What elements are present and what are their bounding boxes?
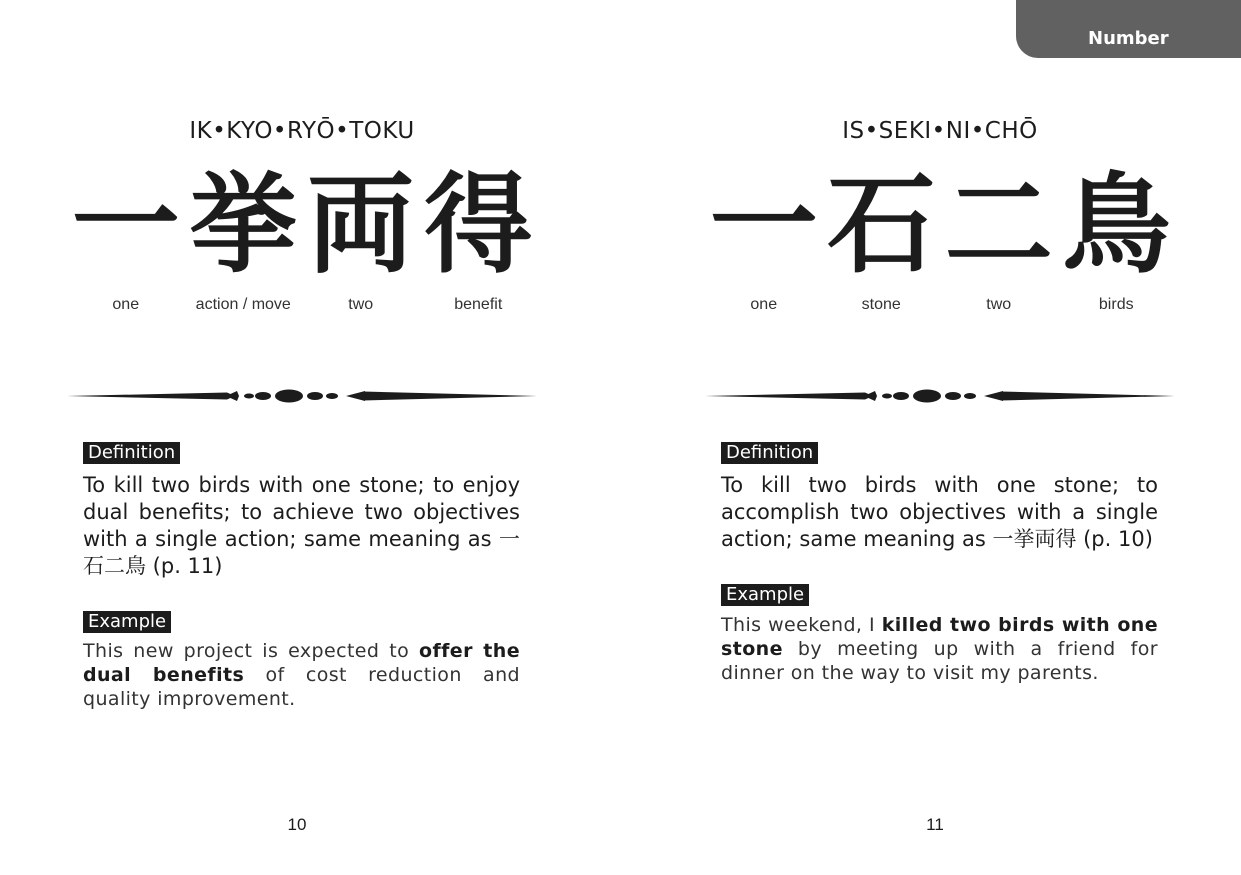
kanji-glosses bbox=[67, 296, 537, 314]
kanji-glosses bbox=[705, 296, 1175, 314]
kanji-char: 挙 bbox=[189, 162, 298, 288]
ornament-divider bbox=[705, 386, 1175, 406]
example-text-part: This new project is expected to bbox=[83, 640, 419, 662]
example-label: Example bbox=[83, 611, 171, 633]
gloss-label: stone bbox=[861, 296, 901, 313]
gloss-label: benefit bbox=[454, 296, 503, 313]
romaji-reading: IK•KYO•RYŌ•TOKU bbox=[189, 118, 415, 144]
example-text-part: of cost reduction and quality improvement. bbox=[83, 664, 520, 710]
gloss-label: action / move bbox=[195, 296, 291, 313]
kanji-char: 一 bbox=[71, 162, 180, 288]
kanji-char: 得 bbox=[424, 162, 533, 288]
example-label: Example bbox=[721, 584, 809, 606]
idiom-kanji bbox=[67, 162, 537, 288]
right-page bbox=[705, 0, 1175, 875]
definition-label: Definition bbox=[83, 442, 180, 464]
definition-text: To kill two birds with one stone; to enjoy dual benefits; to achieve two objectives with a single action; same meaning as 一石二鳥 (p. 11) bbox=[83, 473, 520, 578]
left-page bbox=[67, 0, 537, 875]
definition-label: Definition bbox=[721, 442, 818, 464]
gloss-label: one bbox=[750, 296, 778, 313]
kanji-char: 二 bbox=[944, 162, 1053, 288]
gloss-label: one bbox=[112, 296, 140, 313]
kanji-char: 鳥 bbox=[1062, 162, 1171, 288]
definition-text: To kill two birds with one stone; to accomplish two objectives with a single action; same meaning as 一挙両得 (p. 10) bbox=[721, 473, 1158, 551]
example-text bbox=[83, 639, 520, 711]
ornament-divider bbox=[67, 386, 537, 406]
example-highlight: killed two birds with one stone bbox=[721, 614, 1159, 660]
kanji-char: 一 bbox=[709, 162, 818, 288]
example-text-part: by meeting up with a friend for dinner on the way to visit my parents. bbox=[721, 638, 1158, 684]
example-text bbox=[721, 613, 1158, 685]
romaji-reading: IS•SEKI•NI•CHŌ bbox=[842, 118, 1038, 144]
page-number: 10 bbox=[287, 815, 307, 834]
example-text-part: This weekend, I bbox=[721, 614, 882, 636]
gloss-label: birds bbox=[1098, 296, 1134, 313]
gloss-label: two bbox=[986, 296, 1012, 313]
gloss-label: two bbox=[348, 296, 374, 313]
idiom-kanji bbox=[705, 162, 1175, 288]
example-highlight: offer the dual benefits bbox=[83, 640, 520, 686]
section-tab-label: Number bbox=[1088, 28, 1169, 49]
kanji-char: 石 bbox=[827, 162, 936, 288]
kanji-char: 両 bbox=[306, 162, 415, 288]
page-number: 11 bbox=[926, 815, 944, 834]
